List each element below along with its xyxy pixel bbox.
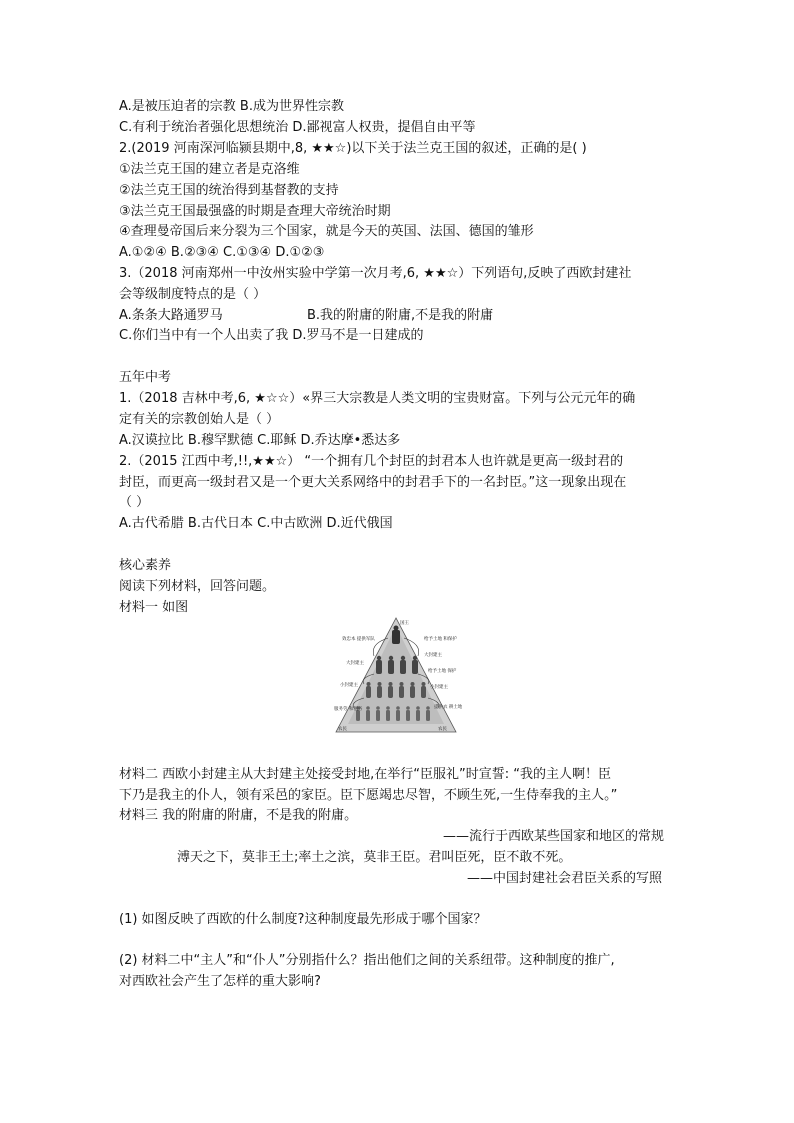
q2-item-1: ①法兰克王国的建立者是克洛维 bbox=[119, 162, 300, 177]
q5-1-options: A.汉谟拉比 B.穆罕默德 C.耶稣 D.乔达摩•悉达多 bbox=[119, 433, 401, 448]
material-3-line2: 溥天之下，莫非王土;率土之滨，莫非王臣。君叫臣死，臣不敢不死。 bbox=[177, 850, 572, 865]
material-3-source2: ——中国封建社会君臣关系的写照 bbox=[467, 871, 663, 886]
q3-stem-line2: 会等级制度特点的是（ ） bbox=[119, 287, 267, 302]
king-figure bbox=[392, 630, 400, 644]
pyramid-label-right-6: 农民 bbox=[438, 727, 447, 732]
q2-item-3: ③法兰克王国最强盛的时期是查理大帝统治时期 bbox=[119, 204, 391, 219]
material-3-line1: 材料三 我的附庸的附庸，不是我的附庸。 bbox=[119, 808, 358, 823]
q1-options-line2: C.有利于统治者强化思想统治 D.鄙视富人权贵，提倡自由平等 bbox=[119, 120, 476, 135]
q2-item-4: ④查理曼帝国后来分裂为三个国家，就是今天的英国、法国、德国的雏形 bbox=[119, 224, 534, 239]
q3-option-a: A.条条大路通罗马 bbox=[119, 308, 223, 323]
q5-2-stem-line1: 2.（2015 江西中考,!!,★★☆） “一个拥有几个封臣的封君本人也许就是更高一级封君的 bbox=[119, 454, 624, 469]
q3-options-cd: C.你们当中有一个人出卖了我 D.罗马不是一日建成的 bbox=[119, 328, 424, 343]
q5-1-stem-line1: 1.（2018 吉林中考,6, ★☆☆）«界三大宗教是人类文明的宝贵财富。下列与公元元年的确 bbox=[119, 391, 636, 406]
q5-2-stem-line3: （ ） bbox=[119, 495, 150, 510]
q1-options-line1: A.是被压迫者的宗教 B.成为世界性宗教 bbox=[119, 99, 344, 114]
pyramid-label-right-1: 给予土地 和保护 bbox=[424, 637, 457, 642]
section-five-year: 五年中考 bbox=[119, 370, 172, 385]
pyramid-label-right-5: 提供衣 耕土地 bbox=[434, 705, 462, 710]
q2-stem: 2.(2019 河南深河临颍县期中,8, ★★☆)以下关于法兰克王国的叙述，正确的是( ) bbox=[119, 141, 587, 156]
instruction: 阅读下列材料，回答问题。 bbox=[119, 579, 276, 594]
q3-stem-line1: 3.（2018 河南郑州一中汝州实验中学第一次月考,6, ★★☆）下列语句,反映了西欧封建社 bbox=[119, 266, 632, 281]
pyramid-label-left-4: 服务劳 和租务 bbox=[334, 707, 363, 712]
q2-item-2: ②法兰克王国的统治得到基督教的支持 bbox=[119, 183, 339, 198]
q5-2-stem-line2: 封臣，而更高一级封君又是一个更大关系网络中的封君手下的一名封臣。”这一现象出现在 bbox=[119, 475, 627, 490]
question-1: (1) 如图反映了西欧的什么制度?这种制度最先形成于哪个国家？ bbox=[119, 912, 487, 927]
pyramid-label-left-2: 大封建主 bbox=[346, 661, 364, 666]
feudal-pyramid-figure bbox=[330, 616, 462, 736]
pyramid-label-left-1: 效忠本 提供军队 bbox=[342, 637, 375, 642]
question-2-line1: (2) 材料二中“主人”和“仆人”分别指什么？指出他们之间的关系纽带。这种制度的推广, bbox=[119, 953, 615, 968]
pyramid-label-left-3: 小封建主 bbox=[340, 683, 358, 688]
material-1-label: 材料一 如图 bbox=[119, 600, 189, 615]
section-core: 核心素养 bbox=[119, 558, 172, 573]
pyramid-label-right-2: 大封建主 bbox=[424, 653, 442, 658]
q2-options: A.①②④ B.②③④ C.①③④ D.①②③ bbox=[119, 245, 325, 260]
material-2-line2: 下乃是我主的仆人，领有采邑的家臣。臣下愿竭忠尽智，不顾生死,一生侍奉我的主人。” bbox=[119, 788, 618, 803]
q5-1-stem-line2: 定有关的宗教创始人是（ ） bbox=[119, 412, 280, 427]
pyramid-label-right-4: 小封建主 bbox=[430, 685, 448, 690]
pyramid-label-left-5: 农民 bbox=[338, 727, 347, 732]
pyramid-label-right-3: 给予土地 保护 bbox=[428, 669, 457, 674]
material-3-source1: ——流行于西欧某些国家和地区的常规 bbox=[443, 829, 665, 844]
pyramid-label-king: 国王 bbox=[400, 621, 409, 626]
q5-2-options: A.古代希腊 B.古代日本 C.中古欧洲 D.近代俄国 bbox=[119, 516, 393, 531]
material-2-line1: 材料二 西欧小封建主从大封建主处接受封地,在举行“臣服礼”时宣誓: “我的主人啊！臣 bbox=[119, 767, 611, 782]
q3-option-b: B.我的附庸的附庸,不是我的附庸 bbox=[307, 308, 494, 323]
question-2-line2: 对西欧社会产生了怎样的重大影响? bbox=[119, 974, 321, 989]
